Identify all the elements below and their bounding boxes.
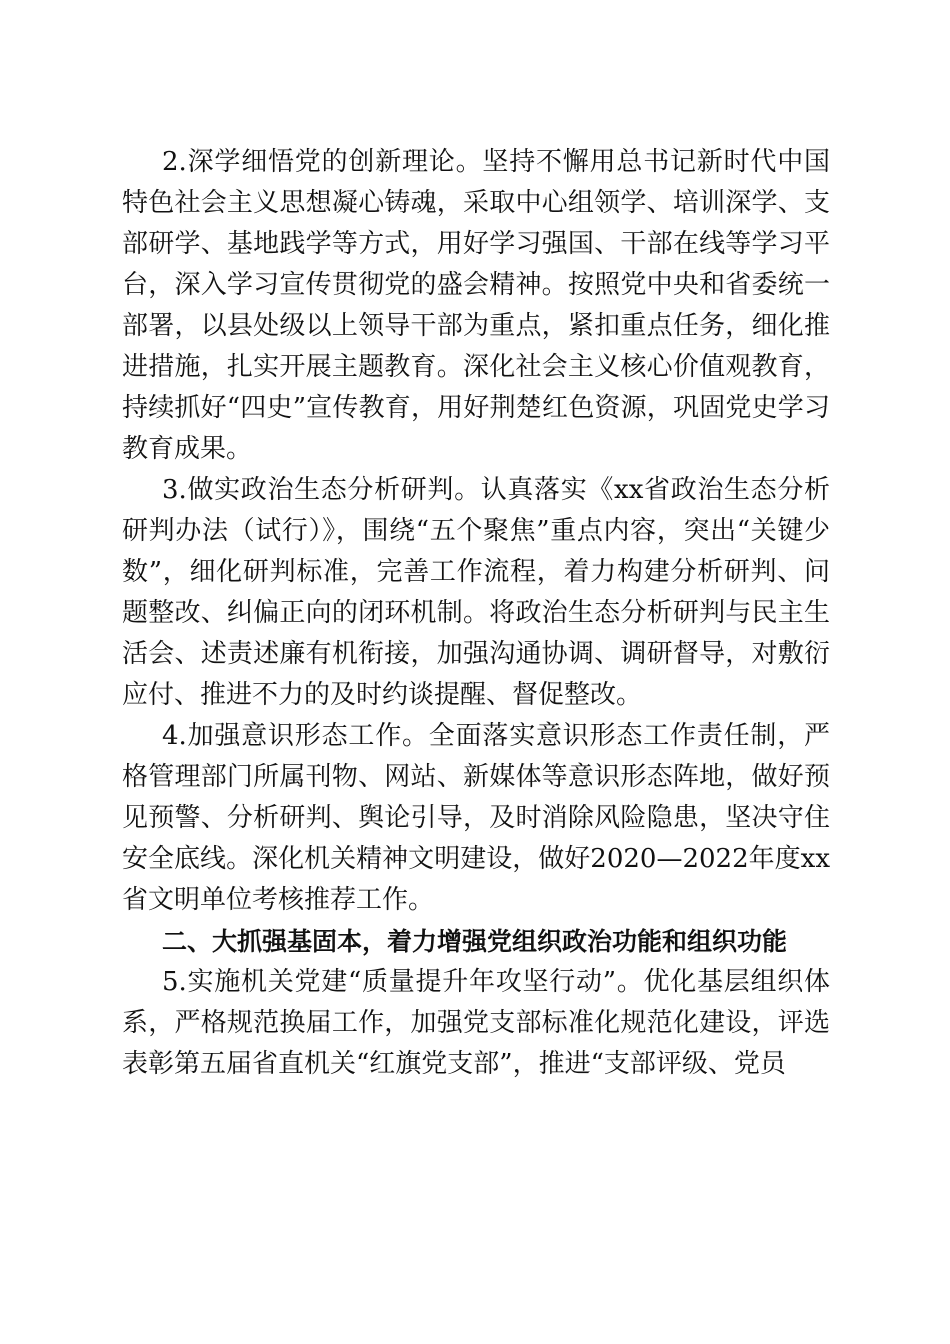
section-heading-2: 二、大抓强基固本，着力增强党组织政治功能和组织功能 bbox=[162, 927, 788, 956]
paragraph-5-party-building: 5.实施机关党建“质量提升年攻坚行动”。优化基层组织体系，严格规范换届工作，加强党支部标准化规范化建设，评选表彰第五届省直机关“红旗党支部”，推进“支部评级、党员 bbox=[122, 967, 830, 1079]
paragraph-4-ideology-work: 4.加强意识形态工作。全面落实意识形态工作责任制，严格管理部门所属刊物、网站、新媒体等意识形态阵地，做好预见预警、分析研判、舆论引导，及时消除风险隐患，坚决守住安全底线。深化机关精神文明建设，做好2020—2022年度xx省文明单位考核推荐工作。 bbox=[122, 721, 830, 915]
document-body bbox=[122, 142, 830, 1085]
paragraph-3-political-ecology: 3.做实政治生态分析研判。认真落实《xx省政治生态分析研判办法（试行）》，围绕“五个聚焦”重点内容，突出“关键少数”，细化研判标准，完善工作流程，着力构建分析研判、问题整改、纠偏正向的闭环机制。将政治生态分析研判与民主生活会、述责述廉有机衔接，加强沟通协调、调研督导，对敷衍应付、推进不力的及时约谈提醒、督促整改。 bbox=[122, 475, 830, 710]
paragraph-2-political-theory: 2.深学细悟党的创新理论。坚持不懈用总书记新时代中国特色社会主义思想凝心铸魂，采取中心组领学、培训深学、支部研学、基地践学等方式，用好学习强国、干部在线等学习平台，深入学习宣传贯彻党的盛会精神。按照党中央和省委统一部署，以县处级以上领导干部为重点，紧扣重点任务，细化推进措施，扎实开展主题教育。深化社会主义核心价值观教育，持续抓好“四史”宣传教育，用好荆楚红色资源，巩固党史学习教育成果。 bbox=[122, 147, 830, 464]
